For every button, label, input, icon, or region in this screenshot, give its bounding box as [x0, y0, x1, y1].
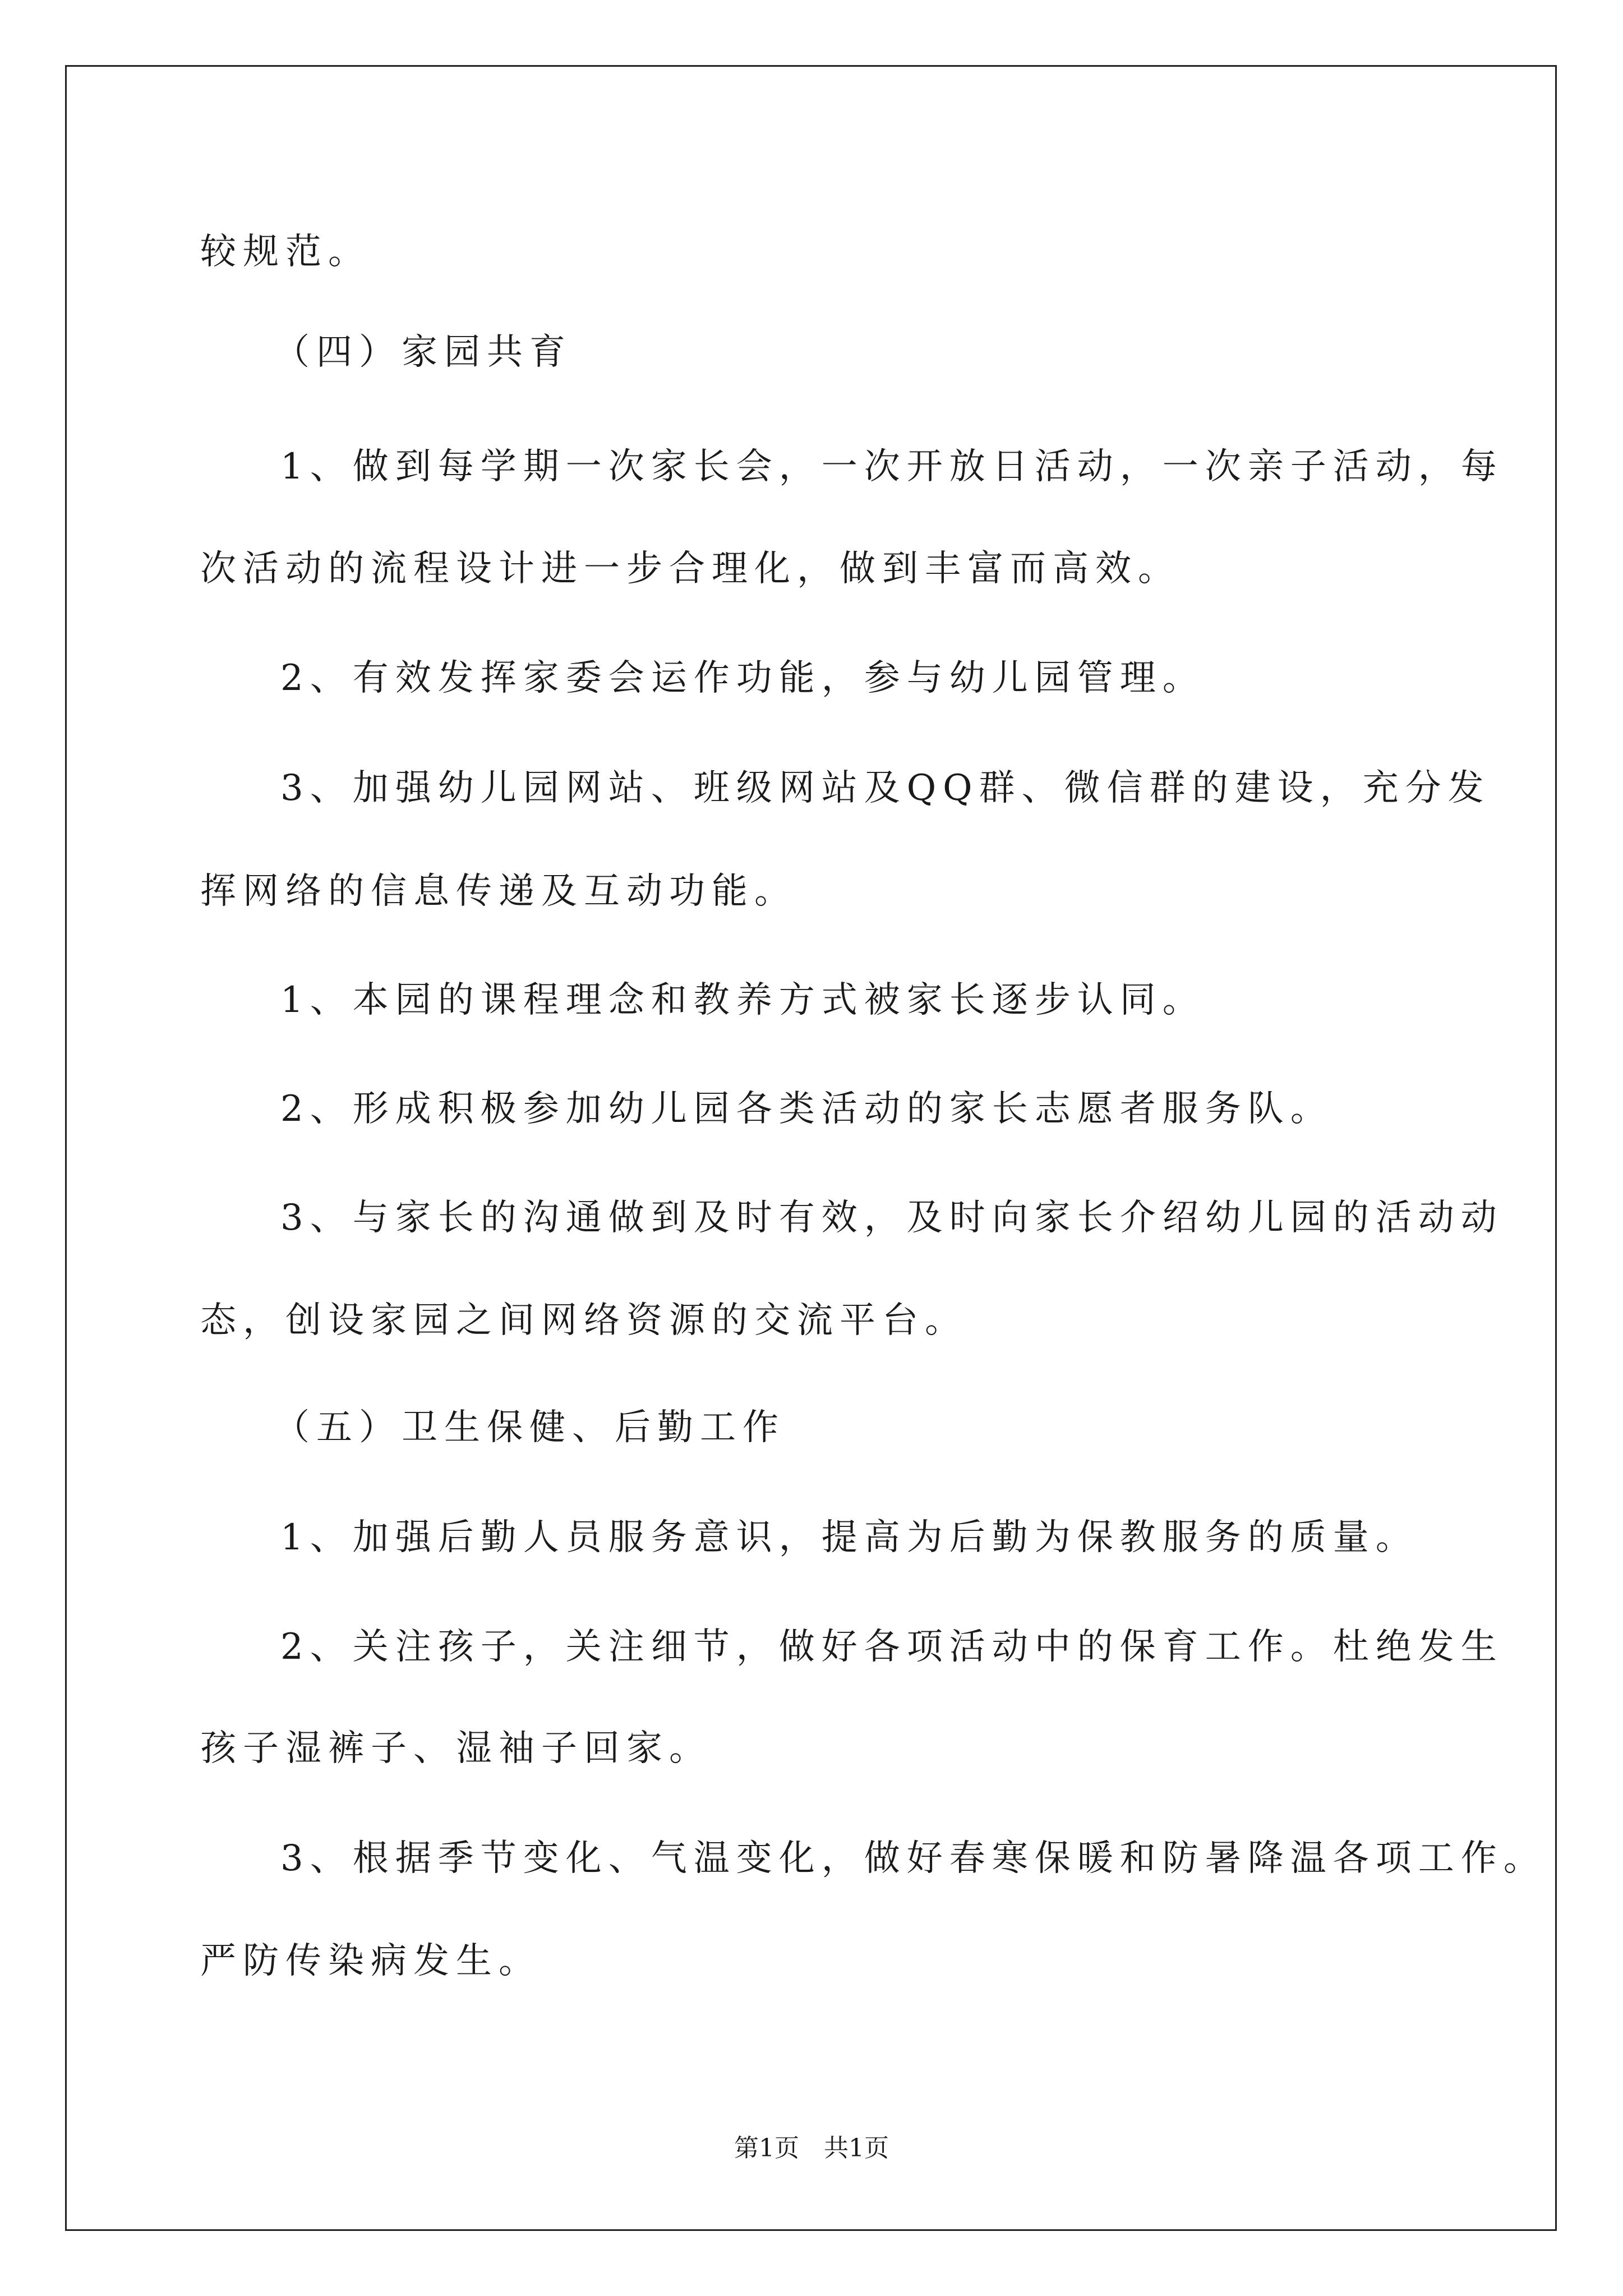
- text-line-10: 3、与家长的沟通做到及时有效，及时向家长介绍幼儿园的活动动: [280, 1197, 1504, 1239]
- text-line-13: 1、加强后勤人员服务意识，提高为后勤为保教服务的质量。: [280, 1517, 1418, 1558]
- text-line-15: 孩子湿裤子、湿袖子回家。: [200, 1728, 712, 1769]
- text-line-6: 3、加强幼儿园网站、班级网站及QQ群、微信群的建设，充分发: [280, 767, 1491, 809]
- section-heading-home-school: （四）家园共育: [274, 332, 572, 373]
- page-border: [65, 65, 1557, 2231]
- page-footer: 第1页 共1页: [734, 2134, 889, 2162]
- text-line-16: 3、根据季节变化、气温变化，做好春寒保暖和防暑降温各项工作。: [280, 1838, 1546, 1879]
- text-line-14: 2、关注孩子，关注细节，做好各项活动中的保育工作。杜绝发生: [280, 1626, 1504, 1668]
- text-line-1: 较规范。: [200, 231, 371, 273]
- text-line-11: 态，创设家园之间网络资源的交流平台。: [200, 1300, 967, 1341]
- text-line-17: 严防传染病发生。: [200, 1940, 541, 1982]
- text-line-5: 2、有效发挥家委会运作功能，参与幼儿园管理。: [280, 657, 1205, 699]
- text-line-8: 1、本园的课程理念和教养方式被家长逐步认同。: [280, 979, 1205, 1021]
- text-line-9: 2、形成积极参加幼儿园各类活动的家长志愿者服务队。: [280, 1088, 1333, 1130]
- text-line-7: 挥网络的信息传递及互动功能。: [200, 871, 797, 912]
- section-heading-health-logistics: （五）卫生保健、后勤工作: [274, 1407, 785, 1448]
- text-line-3: 1、做到每学期一次家长会，一次开放日活动，一次亲子活动，每: [280, 446, 1504, 487]
- text-line-4: 次活动的流程设计进一步合理化，做到丰富而高效。: [200, 548, 1181, 590]
